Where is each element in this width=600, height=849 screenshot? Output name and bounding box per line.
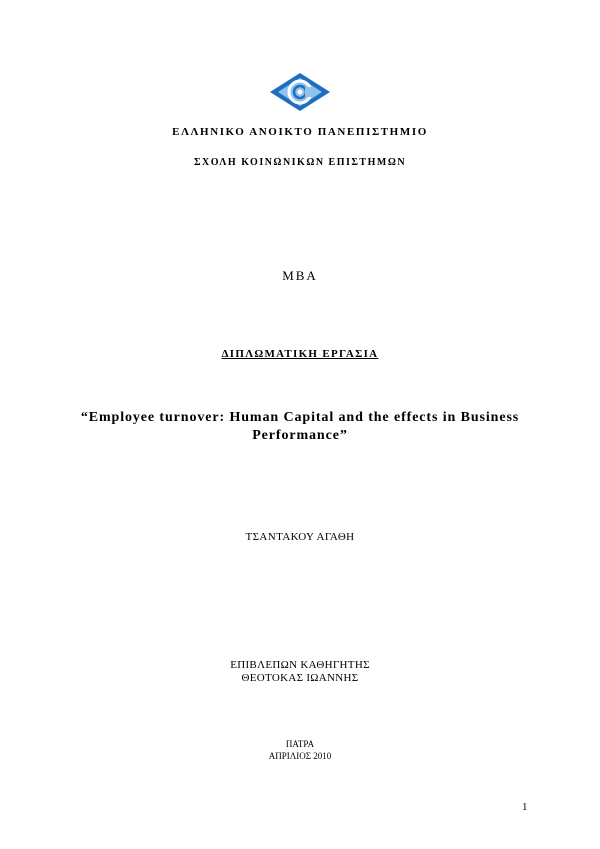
university-name: ΕΛΛΗΝΙΚΟ ΑΝΟΙΚΤΟ ΠΑΝΕΠΙΣΤΗΜΙΟ [172,126,428,138]
supervisor-label: ΕΠΙΒΛΕΠΩΝ ΚΑΘΗΓΗΤΗΣ [230,659,370,671]
thesis-type: ΔΙΠΛΩΜΑΤΙΚΗ ΕΡΓΑΣΙΑ [221,348,379,360]
thesis-title-line-1: “Employee turnover: Human Capital and the effects in Business [80,410,520,425]
page-number: 1 [522,801,528,813]
supervisor-name: ΘΕΟΤΟΚΑΣ ΙΩΑΝΝΗΣ [241,672,359,684]
thesis-title [0,409,600,445]
program-name: MBA [282,268,318,283]
school-name: ΣΧΟΛΗ ΚΟΙΝΩΝΙΚΩΝ ΕΠΙΣΤΗΜΩΝ [193,157,407,168]
thesis-title-line-2: Performance” [252,428,348,443]
city: ΠΑΤΡΑ [285,739,315,749]
date: ΑΠΡΙΛΙΟΣ 2010 [268,751,332,761]
university-logo-icon [269,72,331,112]
author-name: ΤΣΑΝΤΑΚΟΥ ΑΓΑΘΗ [245,531,355,543]
